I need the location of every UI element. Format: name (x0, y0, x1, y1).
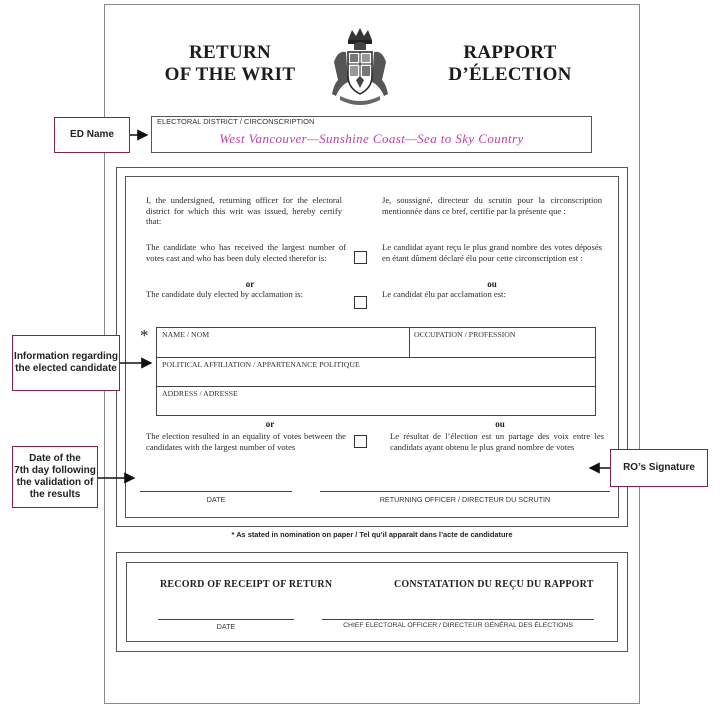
receipt-date-label: DATE (216, 622, 236, 631)
receipt-date-line[interactable] (158, 619, 294, 620)
intro-text-french: Je, soussigné, directeur du scrutin pour la circonscription mentionnée dans ce bref, certifie par la présente que : (382, 195, 602, 216)
acclamation-text-english: The candidate duly elected by acclamation is: (146, 289, 304, 299)
table-divider (409, 327, 410, 357)
returning-officer-signature-line[interactable] (320, 491, 610, 492)
equality-checkbox[interactable] (354, 435, 367, 448)
or-label: or (245, 279, 255, 289)
electoral-district-label: ELECTORAL DISTRICT / CIRCONSCRIPTION (157, 117, 315, 126)
candidate-table (156, 327, 596, 416)
receipt-title-french: CONSTATATION DU REÇU DU RAPPORT (394, 579, 594, 590)
crest-icon (328, 26, 392, 106)
receipt-title-english: RECORD OF RECEIPT OF RETURN (160, 579, 333, 590)
largest-votes-text-french: Le candidat ayant reçu le plus grand nombre des votes déposés en étant dûment déclaré élu pour cette circonscription est : (382, 242, 602, 263)
acclamation-text-french: Le candidat élu par acclamation est: (382, 289, 506, 299)
asterisk-marker: * (140, 326, 149, 345)
equality-text-english: The election resulted in an equality of votes between the candidates with the largest number of votes (146, 431, 346, 452)
acclamation-checkbox[interactable] (354, 296, 367, 309)
date-line[interactable] (140, 491, 292, 492)
ou-label: ou (495, 419, 505, 429)
callout-date: Date of the 7th day following the validation of the results (12, 446, 98, 508)
ou-label: ou (487, 279, 497, 289)
table-divider (156, 357, 596, 358)
title-english: RETURN OF THE WRIT (164, 42, 296, 85)
footnote: * As stated in nomination on paper / Tel qu’il apparaît dans l’acte de candidature (231, 530, 513, 539)
chief-electoral-officer-label: CHIEF ELECTORAL OFFICER / DIRECTEUR GÉNÉRAL DES ÉLECTIONS (343, 622, 573, 629)
largest-votes-checkbox[interactable] (354, 251, 367, 264)
chief-electoral-officer-line[interactable] (322, 619, 594, 620)
date-label: DATE (206, 495, 226, 504)
callout-candidate-information: Information regarding the elected candidate (12, 335, 120, 391)
candidate-affiliation-field[interactable]: POLITICAL AFFILIATION / APPARTENANCE POLITIQUE (162, 360, 360, 369)
candidate-occupation-field[interactable]: OCCUPATION / PROFESSION (414, 330, 516, 339)
callout-ro-signature: RO’s Signature (610, 449, 708, 487)
largest-votes-text-english: The candidate who has received the largest number of votes cast and who has been duly elected therefor is: (146, 242, 346, 263)
equality-text-french: Le résultat de l’élection est un partage des voix entre les candidats ayant obtenu le plus grand nombre de votes (390, 431, 604, 452)
candidate-name-field[interactable]: NAME / NOM (162, 330, 210, 339)
or-label: or (265, 419, 275, 429)
callout-ed-name: ED Name (54, 117, 130, 153)
candidate-address-field[interactable]: ADDRESS / ADRESSE (162, 389, 238, 398)
electoral-district-name[interactable]: West Vancouver—Sunshine Coast—Sea to Sky Country (219, 131, 524, 146)
intro-text-english: I, the undersigned, returning officer for the electoral district for which this writ was issued, hereby certify that: (146, 195, 342, 227)
table-divider (156, 386, 596, 387)
title-french: RAPPORT D’ÉLECTION (448, 42, 572, 85)
returning-officer-label: RETURNING OFFICER / DIRECTEUR DU SCRUTIN (379, 495, 551, 504)
